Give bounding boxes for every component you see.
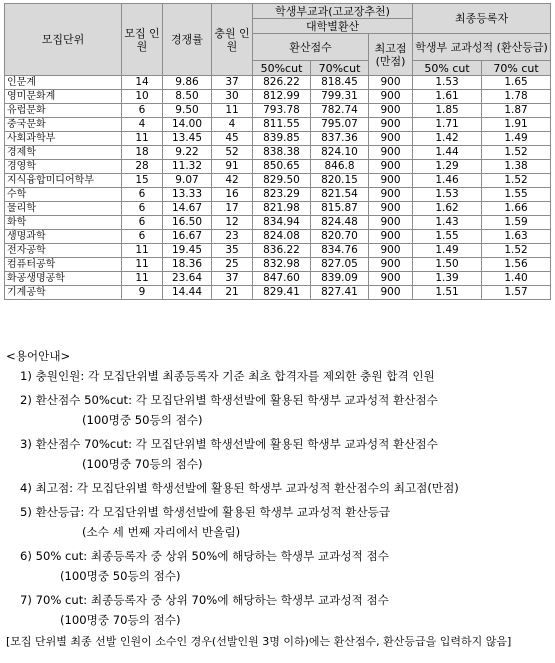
table-body bbox=[5, 76, 551, 300]
table-row bbox=[5, 90, 551, 104]
cell-quota: 11 bbox=[122, 244, 163, 258]
cell-top-score: 900 bbox=[369, 160, 413, 174]
cell-top-score: 900 bbox=[369, 244, 413, 258]
cell-score-70cut: 824.48 bbox=[311, 216, 369, 230]
glossary-item bbox=[20, 590, 551, 630]
cell-competition: 9.50 bbox=[163, 104, 212, 118]
cell-grade-50cut: 1.49 bbox=[413, 244, 482, 258]
table-row bbox=[5, 258, 551, 272]
cell-score-70cut: 834.76 bbox=[311, 244, 369, 258]
cell-grade-50cut: 1.53 bbox=[413, 188, 482, 202]
cell-waitlist: 30 bbox=[212, 90, 253, 104]
cell-top-score: 900 bbox=[369, 174, 413, 188]
cell-quota: 6 bbox=[122, 104, 163, 118]
cell-grade-70cut: 1.55 bbox=[482, 188, 551, 202]
table-row bbox=[5, 216, 551, 230]
cell-score-50cut: 829.50 bbox=[253, 174, 311, 188]
cell-unit: 지식융합미디어학부 bbox=[5, 174, 122, 188]
cell-competition: 9.22 bbox=[163, 146, 212, 160]
table-row bbox=[5, 76, 551, 90]
cell-competition: 16.50 bbox=[163, 216, 212, 230]
cell-waitlist: 16 bbox=[212, 188, 253, 202]
cell-grade-50cut: 1.51 bbox=[413, 286, 482, 300]
cell-quota: 28 bbox=[122, 160, 163, 174]
cell-unit: 기계공학 bbox=[5, 286, 122, 300]
table-row bbox=[5, 146, 551, 160]
cell-score-50cut: 826.22 bbox=[253, 76, 311, 90]
cell-score-50cut: 793.78 bbox=[253, 104, 311, 118]
cell-unit: 화학 bbox=[5, 216, 122, 230]
cell-grade-50cut: 1.55 bbox=[413, 230, 482, 244]
cell-quota: 18 bbox=[122, 146, 163, 160]
table-row bbox=[5, 174, 551, 188]
cell-competition: 18.36 bbox=[163, 258, 212, 272]
cell-score-70cut: 795.07 bbox=[311, 118, 369, 132]
cell-competition: 13.45 bbox=[163, 132, 212, 146]
cell-quota: 9 bbox=[122, 286, 163, 300]
cell-top-score: 900 bbox=[369, 118, 413, 132]
cell-grade-50cut: 1.46 bbox=[413, 174, 482, 188]
cell-grade-70cut: 1.52 bbox=[482, 244, 551, 258]
table-row bbox=[5, 118, 551, 132]
glossary-item-text: 3) 환산점수 70%cut: 각 모집단위별 학생선발에 활용된 학생부 교과성적 환산점수 bbox=[20, 437, 438, 451]
cell-score-70cut: 821.54 bbox=[311, 188, 369, 202]
cell-grade-70cut: 1.38 bbox=[482, 160, 551, 174]
cell-unit: 경제학 bbox=[5, 146, 122, 160]
header-cut50-grade: 50% cut bbox=[413, 61, 482, 76]
cell-score-70cut: 839.09 bbox=[311, 272, 369, 286]
cell-waitlist: 52 bbox=[212, 146, 253, 160]
cell-unit: 물리학 bbox=[5, 202, 122, 216]
cell-grade-50cut: 1.43 bbox=[413, 216, 482, 230]
cell-unit: 컴퓨터공학 bbox=[5, 258, 122, 272]
header-final-group: 최종등록자 bbox=[413, 4, 551, 34]
cell-quota: 11 bbox=[122, 258, 163, 272]
table-row bbox=[5, 104, 551, 118]
cell-score-70cut: 827.05 bbox=[311, 258, 369, 272]
table-row bbox=[5, 272, 551, 286]
glossary-item-text: 4) 최고점: 각 모집단위별 학생선발에 활용된 학생부 교과성적 환산점수의 최고점(만점) bbox=[20, 481, 459, 495]
header-competition: 경쟁률 bbox=[163, 4, 212, 76]
glossary-item-sub: (100명중 70등의 점수) bbox=[82, 457, 203, 471]
table-row bbox=[5, 202, 551, 216]
header-cut70: 70%cut bbox=[311, 61, 369, 76]
glossary-item-text: 7) 70% cut: 최종등록자 중 상위 70%에 해당하는 학생부 교과성적 점수 bbox=[20, 593, 389, 607]
admission-results-table bbox=[4, 3, 551, 300]
cell-grade-70cut: 1.57 bbox=[482, 286, 551, 300]
table-row bbox=[5, 132, 551, 146]
cell-score-70cut: 824.10 bbox=[311, 146, 369, 160]
cell-score-70cut: 837.36 bbox=[311, 132, 369, 146]
cell-unit: 전자공학 bbox=[5, 244, 122, 258]
glossary-heading: <용어안내> bbox=[6, 349, 71, 363]
cell-waitlist: 12 bbox=[212, 216, 253, 230]
cell-unit: 생명과학 bbox=[5, 230, 122, 244]
cell-competition: 13.33 bbox=[163, 188, 212, 202]
cell-waitlist: 45 bbox=[212, 132, 253, 146]
header-grade-title: 학생부 교과성적 (환산등급) bbox=[413, 34, 551, 61]
cell-grade-70cut: 1.49 bbox=[482, 132, 551, 146]
cell-top-score: 900 bbox=[369, 76, 413, 90]
cell-score-50cut: 839.85 bbox=[253, 132, 311, 146]
cell-unit: 인문계 bbox=[5, 76, 122, 90]
cell-waitlist: 91 bbox=[212, 160, 253, 174]
header-cut70-grade: 70% cut bbox=[482, 61, 551, 76]
footer-note: [모집 단위별 최종 선발 인원이 소수인 경우(선발인원 3명 이하)에는 환산점수, 환산등급을 입력하지 않음] bbox=[6, 635, 512, 648]
cell-top-score: 900 bbox=[369, 202, 413, 216]
cell-grade-70cut: 1.59 bbox=[482, 216, 551, 230]
cell-waitlist: 4 bbox=[212, 118, 253, 132]
cell-competition: 14.44 bbox=[163, 286, 212, 300]
cell-grade-70cut: 1.87 bbox=[482, 104, 551, 118]
cell-competition: 14.00 bbox=[163, 118, 212, 132]
cell-waitlist: 37 bbox=[212, 272, 253, 286]
cell-competition: 16.67 bbox=[163, 230, 212, 244]
cell-competition: 9.07 bbox=[163, 174, 212, 188]
cell-score-50cut: 847.60 bbox=[253, 272, 311, 286]
cell-grade-70cut: 1.56 bbox=[482, 258, 551, 272]
cell-score-70cut: 782.74 bbox=[311, 104, 369, 118]
cell-unit: 수학 bbox=[5, 188, 122, 202]
cell-grade-70cut: 1.65 bbox=[482, 76, 551, 90]
header-top-score: 최고점 (만점) bbox=[369, 34, 413, 76]
cell-top-score: 900 bbox=[369, 230, 413, 244]
cell-grade-50cut: 1.39 bbox=[413, 272, 482, 286]
cell-grade-70cut: 1.91 bbox=[482, 118, 551, 132]
glossary-item-sub: (100명중 50등의 점수) bbox=[82, 413, 203, 427]
cell-score-50cut: 812.99 bbox=[253, 90, 311, 104]
header-converted-score: 환산점수 bbox=[253, 34, 369, 61]
cell-grade-50cut: 1.85 bbox=[413, 104, 482, 118]
cell-grade-70cut: 1.40 bbox=[482, 272, 551, 286]
cell-unit: 사회과학부 bbox=[5, 132, 122, 146]
glossary bbox=[6, 346, 551, 630]
header-unit: 모집단위 bbox=[5, 4, 122, 76]
cell-unit: 유럽문화 bbox=[5, 104, 122, 118]
cell-grade-50cut: 1.50 bbox=[413, 258, 482, 272]
cell-score-50cut: 821.98 bbox=[253, 202, 311, 216]
cell-grade-50cut: 1.29 bbox=[413, 160, 482, 174]
cell-top-score: 900 bbox=[369, 272, 413, 286]
cell-unit: 영미문화계 bbox=[5, 90, 122, 104]
header-cut50: 50%cut bbox=[253, 61, 311, 76]
cell-quota: 15 bbox=[122, 174, 163, 188]
cell-quota: 6 bbox=[122, 230, 163, 244]
cell-grade-50cut: 1.61 bbox=[413, 90, 482, 104]
cell-competition: 19.45 bbox=[163, 244, 212, 258]
cell-score-50cut: 850.65 bbox=[253, 160, 311, 174]
table-row bbox=[5, 244, 551, 258]
cell-waitlist: 21 bbox=[212, 286, 253, 300]
cell-waitlist: 42 bbox=[212, 174, 253, 188]
cell-score-70cut: 827.41 bbox=[311, 286, 369, 300]
glossary-item bbox=[20, 546, 551, 586]
table-row bbox=[5, 160, 551, 174]
cell-grade-50cut: 1.53 bbox=[413, 76, 482, 90]
cell-top-score: 900 bbox=[369, 216, 413, 230]
glossary-item bbox=[20, 366, 551, 386]
cell-quota: 6 bbox=[122, 216, 163, 230]
cell-competition: 9.86 bbox=[163, 76, 212, 90]
cell-score-70cut: 820.70 bbox=[311, 230, 369, 244]
cell-score-50cut: 823.29 bbox=[253, 188, 311, 202]
cell-grade-50cut: 1.42 bbox=[413, 132, 482, 146]
header-group: 학생부교과(고교장추천) bbox=[253, 4, 413, 19]
cell-top-score: 900 bbox=[369, 286, 413, 300]
cell-top-score: 900 bbox=[369, 258, 413, 272]
cell-top-score: 900 bbox=[369, 132, 413, 146]
table-row bbox=[5, 286, 551, 300]
cell-grade-70cut: 1.52 bbox=[482, 174, 551, 188]
cell-grade-70cut: 1.52 bbox=[482, 146, 551, 160]
cell-grade-50cut: 1.71 bbox=[413, 118, 482, 132]
glossary-item-sub: (100명중 50등의 점수) bbox=[60, 569, 181, 583]
cell-score-50cut: 832.98 bbox=[253, 258, 311, 272]
cell-score-50cut: 836.22 bbox=[253, 244, 311, 258]
cell-top-score: 900 bbox=[369, 90, 413, 104]
cell-score-50cut: 834.94 bbox=[253, 216, 311, 230]
cell-waitlist: 17 bbox=[212, 202, 253, 216]
cell-grade-50cut: 1.62 bbox=[413, 202, 482, 216]
cell-quota: 11 bbox=[122, 272, 163, 286]
cell-quota: 6 bbox=[122, 188, 163, 202]
cell-score-50cut: 811.55 bbox=[253, 118, 311, 132]
cell-competition: 8.50 bbox=[163, 90, 212, 104]
cell-score-50cut: 838.38 bbox=[253, 146, 311, 160]
header-converted-group: 대학별환산 bbox=[253, 19, 413, 34]
glossary-list bbox=[6, 366, 551, 630]
cell-score-50cut: 829.41 bbox=[253, 286, 311, 300]
cell-grade-70cut: 1.66 bbox=[482, 202, 551, 216]
cell-waitlist: 25 bbox=[212, 258, 253, 272]
table-row bbox=[5, 230, 551, 244]
cell-score-70cut: 820.15 bbox=[311, 174, 369, 188]
cell-grade-70cut: 1.63 bbox=[482, 230, 551, 244]
cell-grade-50cut: 1.44 bbox=[413, 146, 482, 160]
glossary-item bbox=[20, 390, 551, 430]
cell-score-70cut: 818.45 bbox=[311, 76, 369, 90]
cell-quota: 6 bbox=[122, 202, 163, 216]
header-waitlist: 충원 인원 bbox=[212, 4, 253, 76]
cell-quota: 14 bbox=[122, 76, 163, 90]
cell-competition: 14.67 bbox=[163, 202, 212, 216]
cell-score-50cut: 824.08 bbox=[253, 230, 311, 244]
cell-top-score: 900 bbox=[369, 188, 413, 202]
cell-waitlist: 37 bbox=[212, 76, 253, 90]
header-quota: 모집 인원 bbox=[122, 4, 163, 76]
cell-unit: 중국문화 bbox=[5, 118, 122, 132]
cell-waitlist: 23 bbox=[212, 230, 253, 244]
cell-unit: 경영학 bbox=[5, 160, 122, 174]
cell-top-score: 900 bbox=[369, 146, 413, 160]
glossary-item-text: 1) 충원인원: 각 모집단위별 최종등록자 기준 최초 합격자를 제외한 충원 합격 인원 bbox=[20, 369, 435, 383]
cell-top-score: 900 bbox=[369, 104, 413, 118]
glossary-item bbox=[20, 434, 551, 474]
cell-grade-70cut: 1.78 bbox=[482, 90, 551, 104]
glossary-item-text: 6) 50% cut: 최종등록자 중 상위 50%에 해당하는 학생부 교과성적 점수 bbox=[20, 549, 389, 563]
cell-unit: 화공생명공학 bbox=[5, 272, 122, 286]
cell-quota: 11 bbox=[122, 132, 163, 146]
glossary-item-sub: (100명중 70등의 점수) bbox=[60, 613, 181, 627]
glossary-item-text: 2) 환산점수 50%cut: 각 모집단위별 학생선발에 활용된 학생부 교과성적 환산점수 bbox=[20, 393, 438, 407]
glossary-item bbox=[20, 502, 551, 542]
cell-competition: 23.64 bbox=[163, 272, 212, 286]
cell-quota: 10 bbox=[122, 90, 163, 104]
table-row bbox=[5, 188, 551, 202]
glossary-item-sub: (소수 세 번째 자리에서 반올림) bbox=[82, 525, 241, 539]
cell-score-70cut: 815.87 bbox=[311, 202, 369, 216]
cell-score-70cut: 846.8 bbox=[311, 160, 369, 174]
glossary-item bbox=[20, 478, 551, 498]
cell-waitlist: 35 bbox=[212, 244, 253, 258]
cell-competition: 11.32 bbox=[163, 160, 212, 174]
glossary-item-text: 5) 환산등급: 각 모집단위별 학생선발에 활용된 학생부 교과성적 환산등급 bbox=[20, 505, 391, 519]
cell-waitlist: 11 bbox=[212, 104, 253, 118]
cell-quota: 4 bbox=[122, 118, 163, 132]
cell-score-70cut: 799.31 bbox=[311, 90, 369, 104]
